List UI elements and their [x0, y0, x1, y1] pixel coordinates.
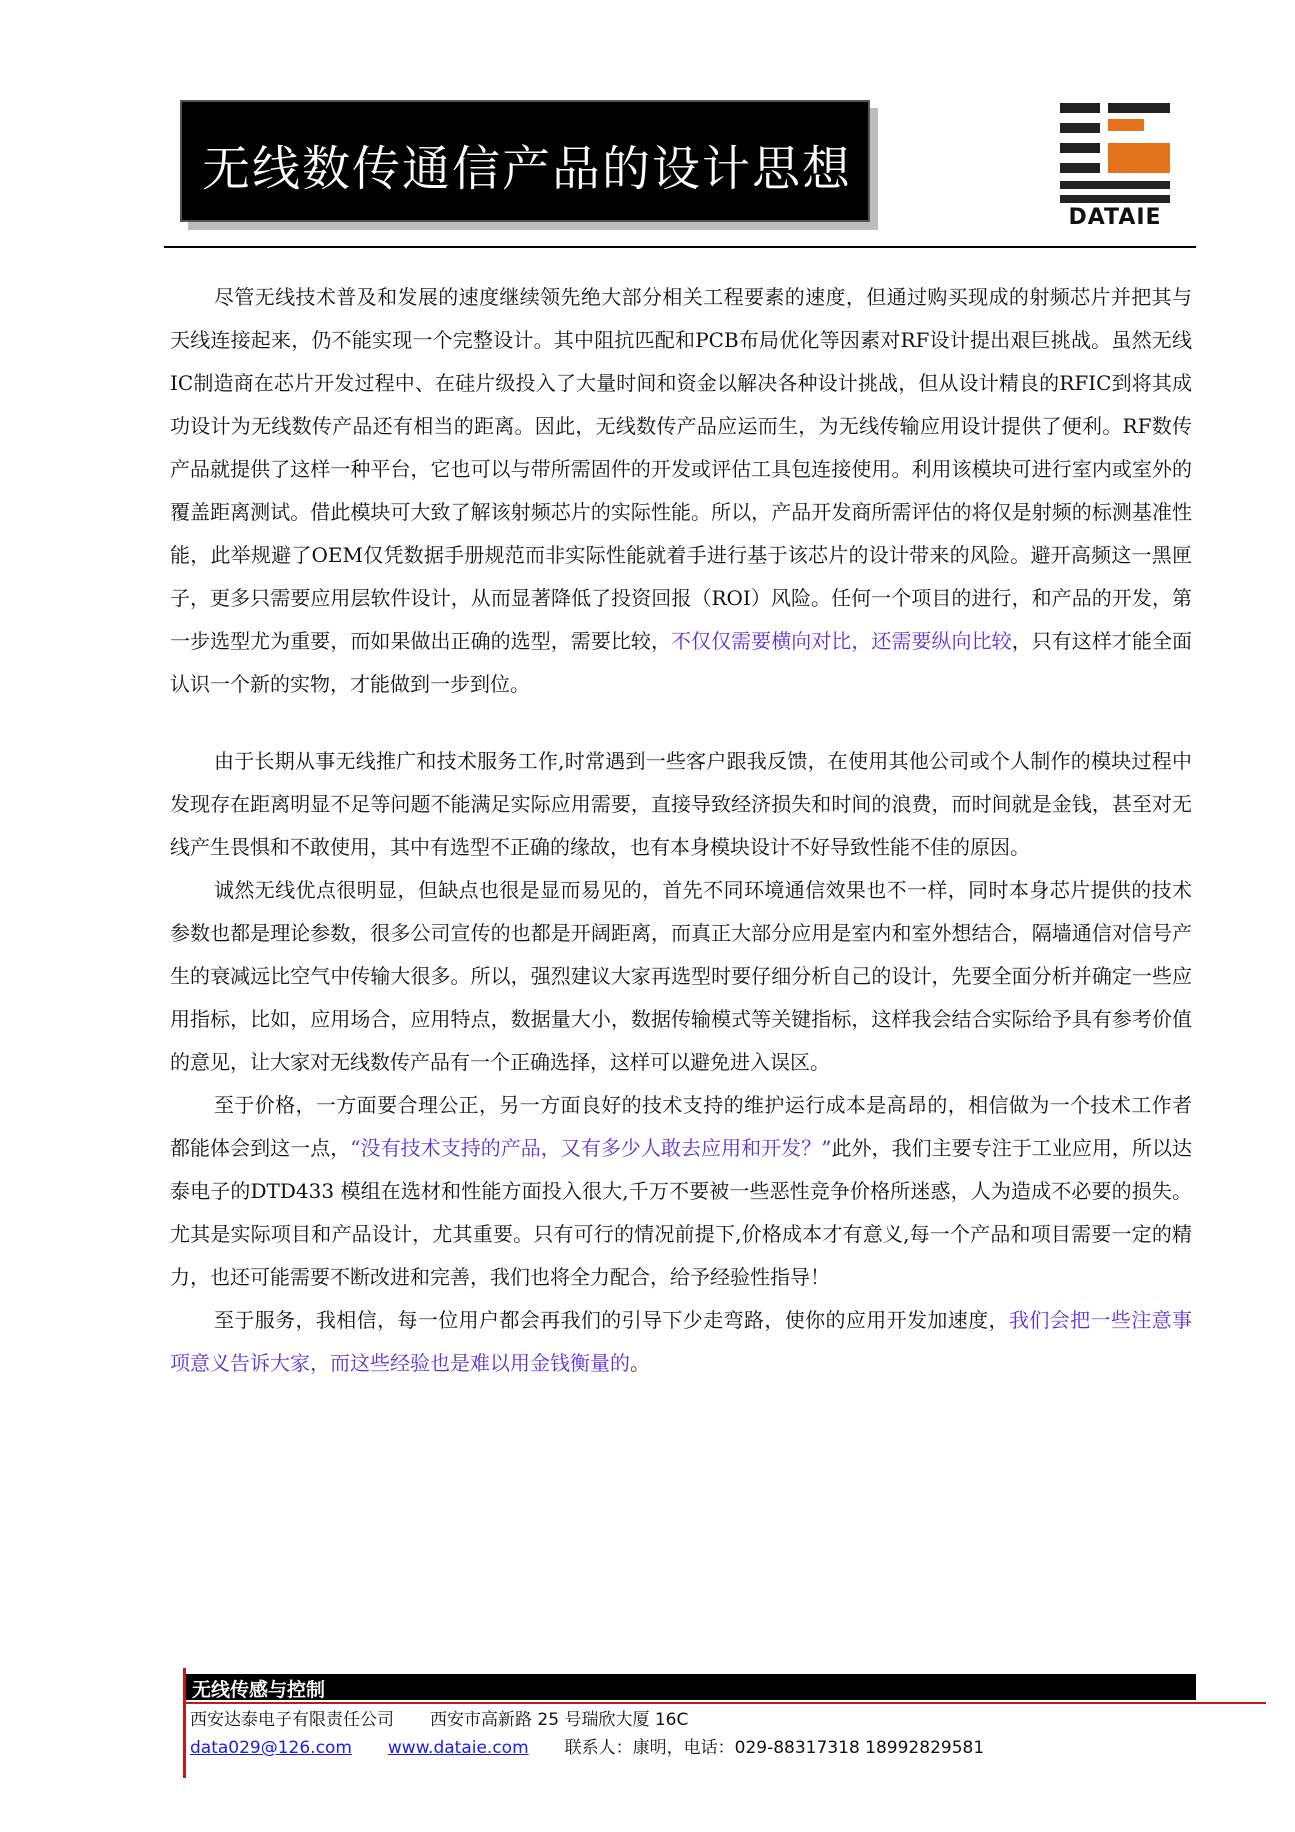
title-banner [180, 100, 870, 222]
header-divider [164, 246, 1196, 248]
highlighted-text: “没有技术支持的产品，又有多少人敢去应用和开发？” [350, 1136, 832, 1160]
body-paragraph [170, 869, 1192, 1084]
footer-contact-line [190, 1733, 984, 1758]
website-link[interactable]: www.dataie.com [387, 1738, 529, 1758]
company-address: 西安市高新路 25 号瑞欣大厦 16C [430, 1710, 689, 1730]
footer-title-bar [186, 1674, 1196, 1700]
body-paragraph [170, 1084, 1192, 1299]
paragraph-text: 尽管无线技术普及和发展的速度继续领先绝大部分相关工程要素的速度，但通过购买现成的射频芯片并把其与天线连接起来，仍不能实现一个完整设计。其中阻抗匹配和PCB布局优化等因素对RF设计提出艰巨挑战。虽然无线IC制造商在芯片开发过程中、在硅片级投入了大量时间和资金以解决各种设计挑战，但从设计精良的RFIC到将其成功设计为无线数传产品还有相当的距离。因此，无线数传产品应运而生，为无线传输应用设计提供了便利。RF数传产品就提供了这样一种平台，它也可以与带所需固件的开发或评估工具包连接使用。利用该模块可进行室内或室外的覆盖距离测试。借此模块可大致了解该射频芯片的实际性能。所以，产品开发商所需评估的将仅是射频的标测基准性能，此举规避了OEM仅凭数据手册规范而非实际性能就着手进行基于该芯片的设计带来的风险。避开高频这一黑匣子，更多只需要应用层软件设计，从而显著降低了投资回报（ROI）风险。任何一个项目的进行，和产品的开发，第一步选型尤为重要，而如果做出正确的选型，需要比较， [170, 285, 1192, 653]
highlighted-text: 不仅仅需要横向对比，还需要纵向比较 [671, 629, 1012, 653]
document-title: 无线数传通信产品的设计思想 [202, 141, 853, 197]
paragraph-text: 此外，我们主要专注于工业应用，所以达泰电子的DTD433 模组在选材和性能方面投入很大,千万不要被一些恶性竞争价格所迷惑，人为造成不必要的损失。尤其是实际项目和产品设计，尤其重要。只有可行的情况前提下,价格成本才有意义,每一个产品和项目需要一定的精力，也还可能需要不断改进和完善，我们也将全力配合，给予经验性指导！ [170, 1136, 1193, 1289]
paragraph-text: ，只有这样才能全面认识一个新的实物，才能做到一步到位。 [170, 629, 1193, 696]
logo-wordmark: DATAIE [1068, 205, 1162, 230]
body-paragraph [170, 276, 1192, 706]
paragraph-text: 。 [630, 1351, 650, 1375]
footer-title: 无线传感与控制 [192, 1679, 326, 1701]
paragraph-text: 诚然无线优点很明显，但缺点也很是显而易见的，首先不同环境通信效果也不一样，同时本身芯片提供的技术参数也都是理论参数，很多公司宣传的也都是开阔距离，而真正大部分应用是室内和室外想结合，隔墙通信对信号产生的衰减远比空气中传输大很多。所以，强烈建议大家再选型时要仔细分析自己的设计，先要全面分析并确定一些应用指标，比如，应用场合，应用特点，数据量大小，数据传输模式等关键指标，这样我会结合实际给予具有参考价值的意见，让大家对无线数传产品有一个正确选择，这样可以避免进入误区。 [170, 878, 1192, 1074]
footer-company-line [190, 1705, 688, 1730]
paragraph-text: 由于长期从事无线推广和技术服务工作,时常遇到一些客户跟我反馈，在使用其他公司或个人制作的模块过程中发现存在距离明显不足等问题不能满足实际应用需要，直接导致经济损失和时间的浪费，而时间就是金钱，甚至对无线产生畏惧和不敢使用，其中有选型不正确的缘故，也有本身模块设计不好导致性能不佳的原因。 [170, 749, 1192, 859]
company-name: 西安达泰电子有限责任公司 [190, 1710, 394, 1730]
contact-info: 联系人：康明，电话：029-88317318 18992829581 [564, 1738, 985, 1758]
document-body [170, 276, 1192, 1385]
paragraph-text: 至于价格，一方面要合理公正，另一方面良好的技术支持的维护运行成本是高昂的，相信做为一个技术工作者都能体会到这一点， [170, 1093, 1192, 1160]
paragraph-text: 至于服务，我相信，每一位用户都会再我们的引导下少走弯路，使你的应用开发加速度， [214, 1308, 1009, 1332]
body-paragraph [170, 740, 1192, 869]
body-paragraph [170, 1299, 1192, 1385]
highlighted-text: 我们会把一些注意事项意义告诉大家，而这些经验也是难以用金钱衡量的 [170, 1308, 1193, 1375]
email-link[interactable]: data029@126.com [190, 1738, 352, 1758]
footer-horizontal-rule [186, 1702, 1266, 1704]
